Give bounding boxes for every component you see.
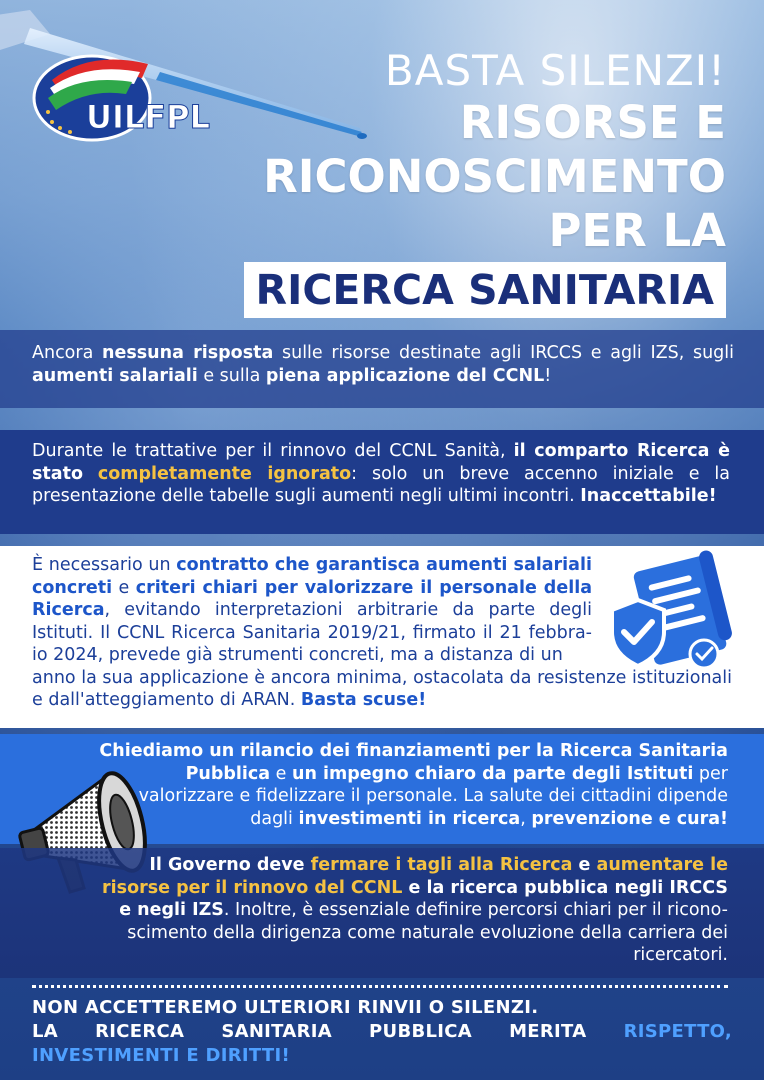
title-block: [166, 46, 726, 318]
section-no-response: [0, 330, 764, 408]
title-highlight: RICERCA SANITARIA: [244, 262, 727, 318]
title-line-2: RISORSE E: [459, 96, 726, 149]
title-line-4: PER LA: [548, 204, 726, 257]
section3-text: È necessario un contratto che garantisca aumenti salariali concreti e criteri chiari per valorizzare il personale della Ricerca, evitando interpretazioni arbitrarie da parte degli Istituti. Il CCNL Ricerca Sanitaria 2019/21, firmato il 21 febbra-io 2024, prevede già strumenti concreti, ma a distanza di un: [32, 555, 592, 665]
section2-text: Durante le trattative per il rinnovo del CCNL Sanità, il comparto Ricerca è stato completamente ignorato: solo un breve accenno iniziale e la presentazione delle tabelle sugli aumenti negli ultimi incontri. Inaccettabile!: [32, 441, 730, 506]
closing-statement: [32, 996, 732, 1068]
closing-line-1: NON ACCETTEREMO ULTERIORI RINVII O SILENZI.: [32, 997, 539, 1018]
document-shield-icon: [604, 550, 744, 680]
section3-text-end: anno la sua applicazione è ancora minima, ostacolata da resistenze istituzionali e dall'atteggiamento di ARAN. Basta scuse!: [32, 667, 732, 710]
section5-text: Il Governo deve fermare i tagli alla Ricerca e aumentare le risorse per il rinnovo del CCNL e la ricerca pubblica negli IRCCS e negli IZS. Inoltre, è essenziale definire percorsi chiari per il ricono-scimento della dirigenza come naturale evoluzione della carriera dei ricercatori.: [102, 855, 728, 965]
logo-text: UILFPL: [86, 98, 210, 136]
section-government: [0, 848, 764, 978]
section-negotiations: [0, 430, 764, 534]
title-line-3: RICONOSCIMENTO: [263, 150, 726, 203]
section1-text: Ancora nessuna risposta sulle risorse destinate agli IRCCS e agli IZS, sugli aumenti salariali e sulla piena applicazione del CCNL!: [32, 343, 735, 386]
dotted-divider: [32, 985, 728, 988]
closing-highlight: RISPETTO, INVESTIMENTI E DIRITTI!: [32, 1021, 732, 1066]
title-line-1: BASTA SILENZI!: [384, 46, 726, 95]
closing-line-2: LA RICERCA SANITARIA PUBBLICA MERITA RISPETTO, INVESTIMENTI E DIRITTI!: [32, 1021, 732, 1066]
section4-text: Chiediamo un rilancio dei finanziamenti per la Ricerca Sanitaria Pubblica e un impegno chiaro da parte degli Istituti per valorizzare e fidelizzare il personale. La salute dei cittadini dipende dagli investimenti in ricerca, prevenzione e cura!: [99, 741, 728, 829]
